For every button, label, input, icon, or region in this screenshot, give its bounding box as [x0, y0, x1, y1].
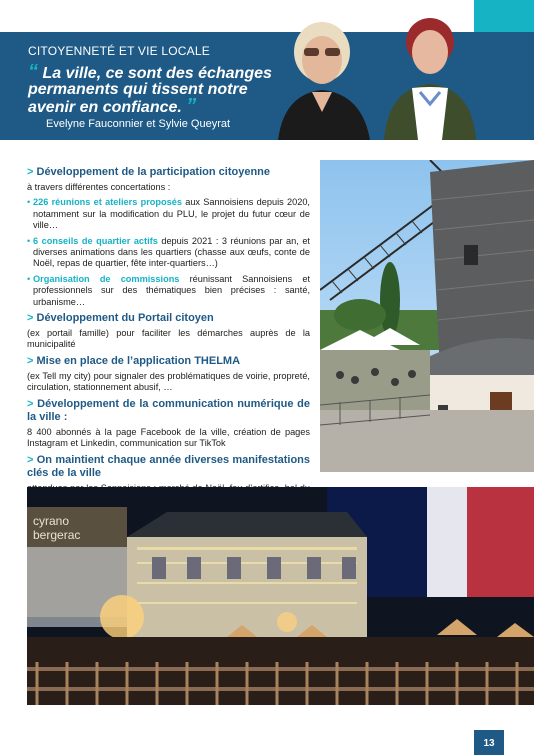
article-column: [27, 162, 310, 505]
cinema-sign-line1: cyrano: [33, 514, 70, 528]
quote-text: La ville, ce sont des échanges permanents qui tissent notre avenir en confiance.: [28, 65, 272, 116]
section-heading: > Mise en place de l’application THELMA: [27, 354, 241, 367]
section-text: 8 400 abonnés à la page Facebook de la ville, création de pages Instagram et Linkedin, communication sur TikTok: [27, 426, 310, 449]
section-heading: > Développement de la participation citoyenne: [27, 166, 270, 178]
rubric-title: CITOYENNETÉ ET VIE LOCALE: [28, 44, 210, 58]
quote-open-mark: “: [28, 61, 38, 83]
windmill-photo: [320, 160, 534, 472]
portrait-evelyne: [274, 8, 374, 140]
bullet-item: • 226 réunions et ateliers proposés aux Sannoisiens depuis 2020, notamment sur la modification du PLU, le projet du futur cœur de ville…: [27, 197, 310, 231]
section-heading: > Développement du Portail citoyen: [27, 312, 214, 325]
arrow-icon: >: [27, 166, 34, 178]
section-heading: > On maintient chaque année diverses manifestations clés de la ville: [27, 453, 310, 479]
section-text: (ex portail famille) pour faciliter les démarches auprès de la municipalité: [27, 328, 310, 350]
portrait-sylvie: [380, 8, 480, 140]
quote-authors: Evelyne Fauconnier et Sylvie Queyrat: [46, 118, 231, 130]
arrow-icon: >: [27, 397, 34, 410]
cinema-sign-line2: bergerac: [33, 528, 81, 542]
page-number: 13: [474, 730, 504, 755]
arrow-icon: >: [27, 354, 34, 367]
section-heading: > Développement de la communication numérique de la ville :: [27, 397, 310, 423]
arrow-icon: >: [27, 312, 34, 325]
quote-close-mark: ”: [186, 95, 197, 117]
pull-quote: [28, 61, 278, 117]
section-text: (ex Tell my city) pour signaler des problématiques de voirie, propreté, circulation, stationnement abusif, …: [27, 370, 310, 393]
section-intro: à travers différentes concertations :: [27, 182, 171, 192]
bullet-item: • Organisation de commissions réunissant Sannoisiens et professionnels sur des thématiques bien précises : santé, urbanisme…: [27, 274, 310, 308]
arrow-icon: >: [27, 453, 34, 466]
bullet-item: • 6 conseils de quartier actifs depuis 2021 : 3 réunions par an, et diverses animations dans les quartiers (chasse aux œufs, conte de Noël, repas de quartier, fête inter-quartiers…): [27, 236, 310, 270]
corner-tab: [474, 0, 534, 32]
christmas-market-photo: [27, 487, 534, 705]
